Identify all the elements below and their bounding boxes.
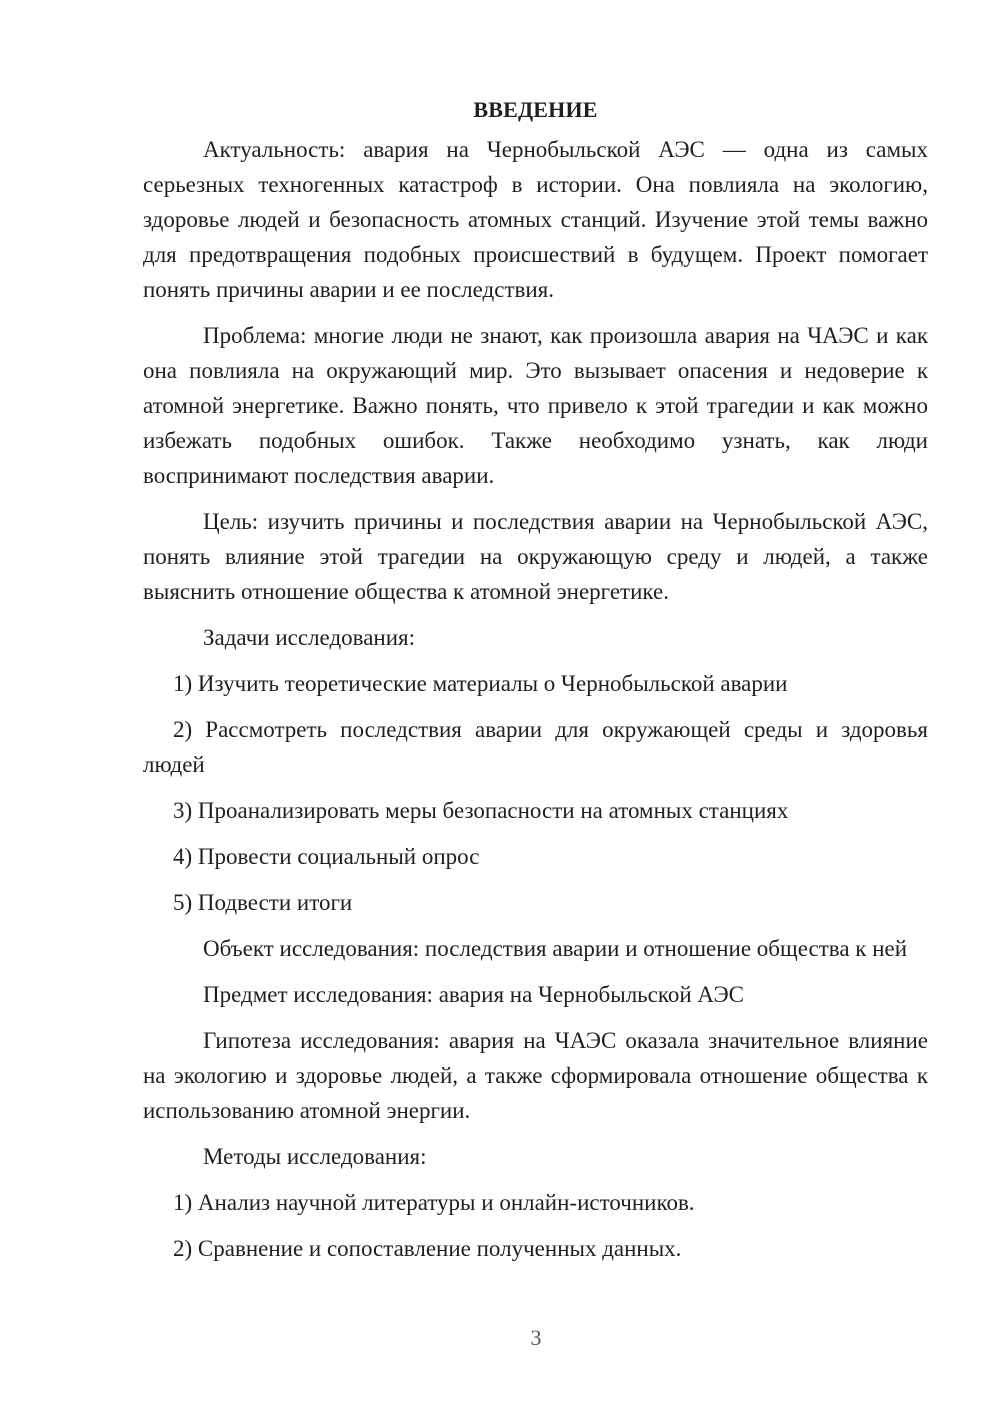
method-item: 2) Сравнение и сопоставление полученных данных. [173,1236,682,1261]
task-item: 4) Провести социальный опрос [173,844,480,869]
tasks-heading: Задачи исследования: [203,625,416,650]
object-paragraph: Объект исследования: последствия аварии и отношение общества к ней [203,936,908,961]
goal-paragraph: Цель: изучить причины и последствия аварии на Чернобыльской АЭС, понять влияние этой трагедии на окружающую среду и людей, а также выяснить отношение общества к атомной энергетике. [143,509,928,604]
relevance-paragraph: Актуальность: авария на Чернобыльской АЭС — одна из самых серьезных техногенных катастроф в истории. Она повлияла на экологию, здоровье людей и безопасность атомных станций. Изучение этой темы важно для предотвращения подобных происшествий в будущем. Проект помогает понять причины аварии и ее последствия. [143,137,928,302]
method-item: 1) Анализ научной литературы и онлайн-источников. [173,1190,695,1215]
task-item: 2) Рассмотреть последствия аварии для окружающей среды и здоровья людей [143,717,928,777]
section-title: ВВЕДЕНИЕ [473,97,598,122]
page-content [143,90,928,1277]
problem-paragraph: Проблема: многие люди не знают, как произошла авария на ЧАЭС и как она повлияла на окружающий мир. Это вызывает опасения и недоверие к атомной энергетике. Важно понять, что привело к этой трагедии и как можно избежать подобных ошибок. Также необходимо узнать, как люди воспринимают последствия аварии. [143,323,928,488]
subject-paragraph: Предмет исследования: авария на Чернобыльской АЭС [203,982,744,1007]
methods-heading: Методы исследования: [203,1144,427,1169]
page-number: 3 [530,1325,542,1350]
task-item: 3) Проанализировать меры безопасности на атомных станциях [173,798,789,823]
task-item: 5) Подвести итоги [173,890,353,915]
hypothesis-paragraph: Гипотеза исследования: авария на ЧАЭС оказала значительное влияние на экологию и здоровье людей, а также сформировала отношение общества к использованию атомной энергии. [143,1028,928,1123]
task-item: 1) Изучить теоретические материалы о Чернобыльской аварии [173,671,788,696]
